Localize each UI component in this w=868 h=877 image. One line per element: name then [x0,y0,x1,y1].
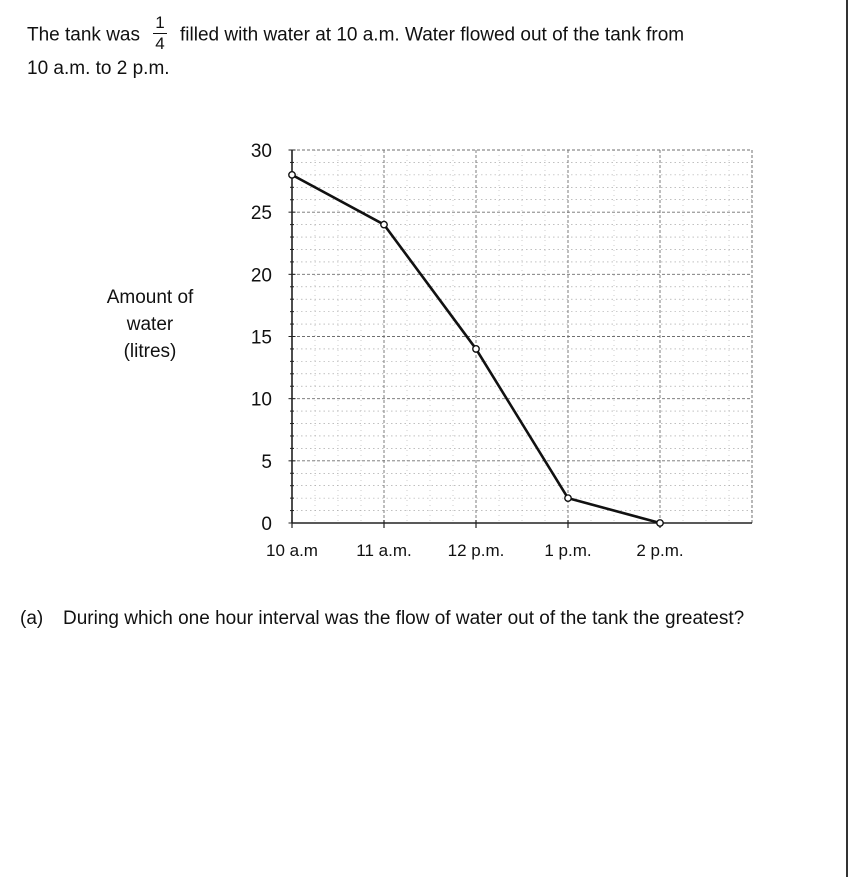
data-point [473,346,479,352]
y-tick-label: 15 [250,327,272,349]
intro-text-after: filled with water at 10 a.m. Water flowed out of the tank from [180,24,685,46]
fraction-denominator: 4 [155,34,165,53]
x-tick-label: 1 p.m. [544,541,592,560]
fraction-numerator: 1 [155,13,165,32]
y-axis-label-line-1: Amount of [106,287,194,308]
y-axis-label-line-3: (litres) [123,341,177,362]
x-tick-labels [266,541,684,560]
data-point [657,520,663,526]
x-tick-label: 11 a.m. [356,541,412,560]
question-text: During which one hour interval was the flow of water out of the tank the greatest? [63,608,745,629]
x-tick-label: 12 p.m. [447,541,505,560]
intro-text-before: The tank was [27,24,140,46]
y-axis-label-line-2: water [126,314,174,335]
y-tick-labels [251,141,272,535]
data-point [565,495,571,501]
x-tick-label: 10 a.m [266,541,318,560]
intro-line-2: 10 a.m. to 2 p.m. [27,58,170,79]
data-point [381,221,387,227]
data-point [289,172,295,178]
chart-axes [289,150,753,528]
y-tick-label: 20 [250,265,272,287]
y-tick-label: 10 [250,389,272,411]
y-tick-label: 0 [261,514,272,535]
y-tick-label: 5 [261,451,272,473]
y-tick-label: 30 [250,141,272,162]
question-number: (a) [20,608,44,629]
x-tick-label: 2 p.m. [636,541,684,560]
y-tick-label: 25 [250,203,272,225]
